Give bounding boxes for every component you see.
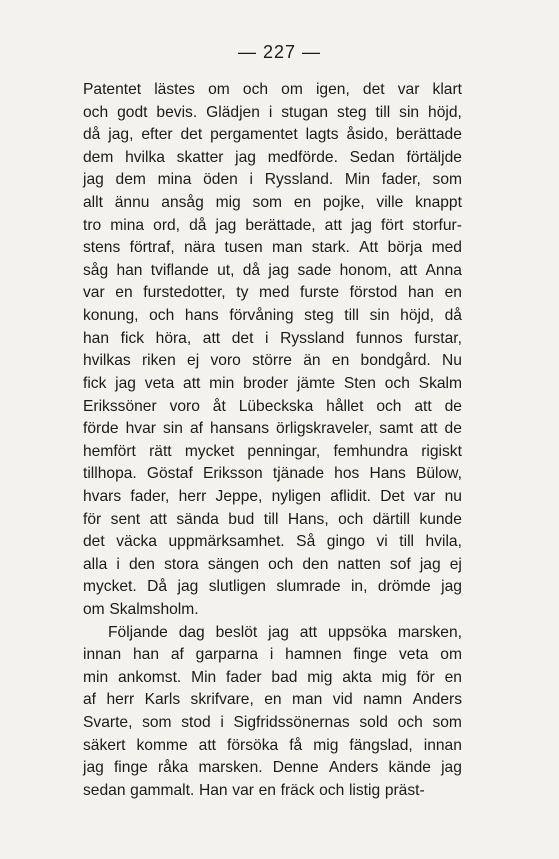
- text-line: alla i den stora sängen och den natten sof jag ej: [83, 555, 462, 573]
- text-line: och godt bevis. Glädjen i stugan steg till sin höjd,: [83, 103, 462, 121]
- text-line: hvilkas riken ej voro större än en bondgård. Nu: [83, 352, 462, 370]
- text-line: innan han af garparna i hamnen finge veta om: [83, 646, 462, 664]
- text-line: för sent att sända bud till Hans, och därtill kunde: [83, 510, 462, 528]
- text-line: allt ännu ansåg mig som en pojke, ville knappt: [83, 194, 462, 212]
- text-line: min ankomst. Min fader bad mig akta mig för en: [83, 668, 462, 686]
- text-line: hvars fader, herr Jeppe, nyligen aflidit. Det var nu: [83, 487, 462, 505]
- text-line: mycket. Då jag slutligen slumrade in, drömde jag: [83, 578, 462, 596]
- text-line: Patentet lästes om och om igen, det var klart: [83, 81, 462, 98]
- text-line: säkert komme att försöka få mig fängslad, innan: [83, 736, 462, 754]
- text-line: jag finge råka marsken. Denne Anders kände jag: [83, 759, 462, 777]
- text-line: då jag, efter det pergamentet lagts åsido, berättade: [83, 126, 462, 144]
- body-text: [83, 79, 462, 803]
- text-line: var en furstedotter, ty med furste förstod han en: [83, 284, 462, 302]
- text-line: han fick höra, att det i Ryssland funnos furstar,: [83, 329, 462, 347]
- text-line: fick jag veta att min broder jämte Sten och Skalm: [83, 374, 462, 392]
- text-line: Erikssöner voro åt Lübeckska hållet och att de: [83, 397, 462, 415]
- text-line: Följande dag beslöt jag att uppsöka marsken,: [108, 623, 462, 641]
- text-line: förde hvar sin af hansans örligskraveler, samt att de: [83, 420, 462, 438]
- text-line: det väcka uppmärksamhet. Så gingo vi till hvila,: [83, 533, 462, 551]
- text-line: såg han tviflande ut, då jag sade honom, att Anna: [83, 261, 462, 279]
- text-line: om Skalmsholm.: [83, 601, 199, 619]
- text-line: sedan gammalt. Han var en fräck och listig präst-: [83, 781, 425, 799]
- text-line: af herr Karls skrifvare, en man vid namn Anders: [83, 691, 462, 709]
- text-line: tro mina ord, då jag berättade, att jag fört storfur-: [83, 216, 462, 234]
- text-line: konung, och hans förvåning steg till sin höjd, då: [83, 307, 462, 325]
- text-line: tillhopa. Göstaf Eriksson tjänade hos Hans Bülow,: [83, 465, 462, 483]
- paragraph-2: [83, 622, 462, 803]
- text-line: jag dem mina öden i Ryssland. Min fader, som: [83, 171, 462, 189]
- page-number: — 227 —: [237, 42, 322, 62]
- text-line: stens förtraf, nära tusen man stark. Att börja med: [83, 239, 462, 257]
- text-line: dem hvilka skatter jag medförde. Sedan förtäljde: [83, 148, 462, 166]
- paragraph-1: [83, 79, 462, 622]
- text-line: Svarte, som stod i Sigfridssönernas sold och som: [83, 714, 462, 732]
- text-line: hemfört rätt mycket penningar, femhundra rigiskt: [83, 442, 462, 460]
